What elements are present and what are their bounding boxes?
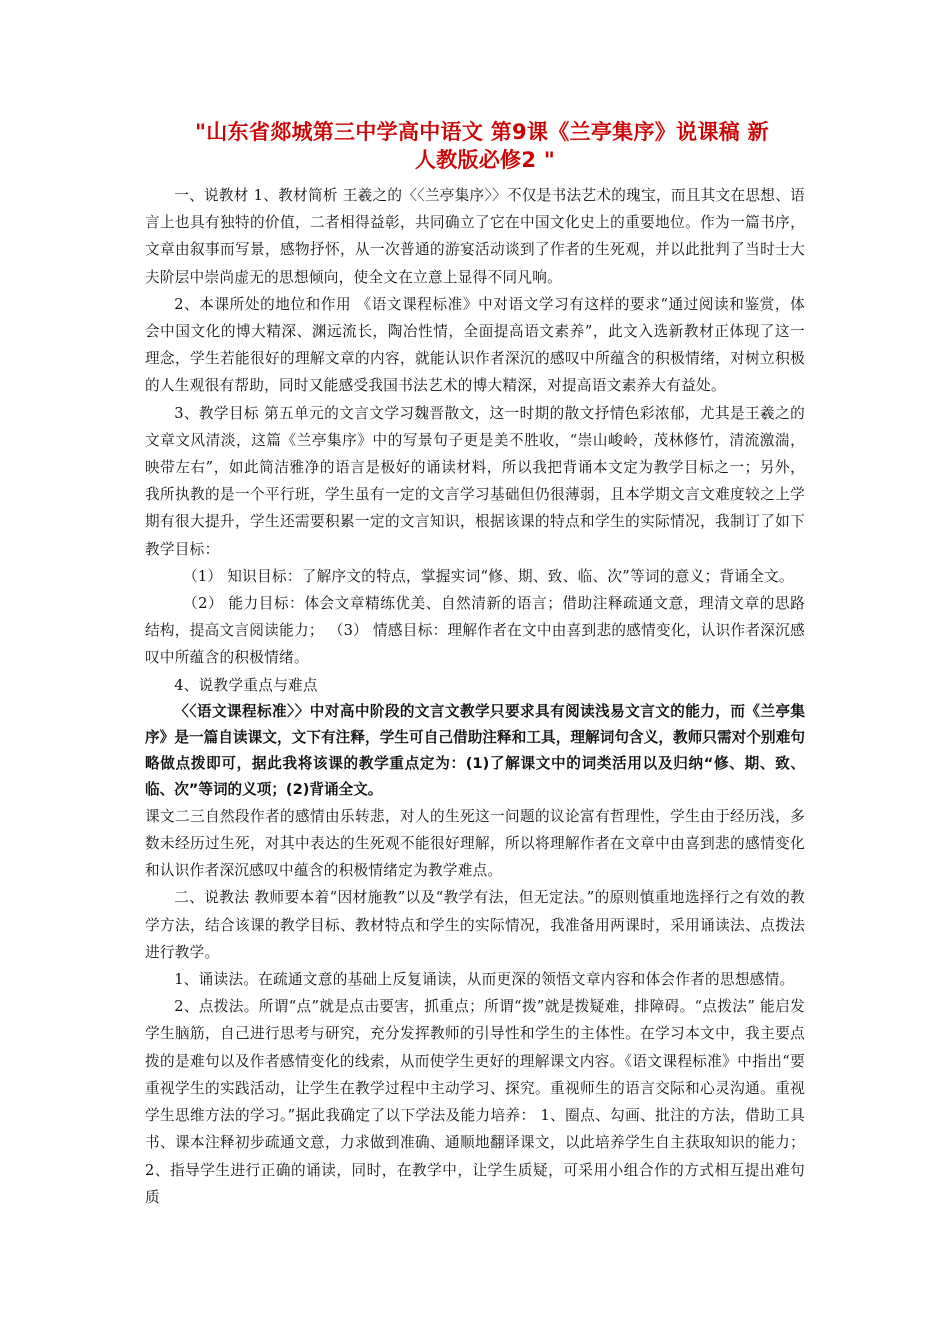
paragraph-guidance-method: 2、点拨法。所谓“点”就是点击要害，抓重点；所谓“拨”就是拨疑难，排障碍。“点拨法” 能启发学生脑筋，自己进行思考与研究，充分发挥教师的引导性和学生的主体性。在学习本文中，我主要点拨的是难句以及作者感情变化的线索，从而使学生更好的理解课文内容。《语文课程标准》中指出“要重视学生的实践活动，让学生在教学过程中主动学习、探究。重视师生的语言交际和心灵沟通。重视学生思维方法的学习。”据此我确定了以下学法及能力培养： 1、圈点、勾画、批注的方法，借助工具书、课本注释初步疏通文意，力求做到准确、通顺地翻译课文，以此培养学生自主获取知识的能力；2、指导学生进行正确的诵读，同时，在教学中，让学生质疑，可采用小组合作的方式相互提出难句质 [145, 998, 805, 1206]
paragraph-key-points-heading: 4、说教学重点与难点 [174, 676, 318, 694]
title-line-1: "山东省郯城第三中学高中语文 第9课《兰亭集序》说课稿 新 [195, 120, 769, 144]
paragraph-difficulties: 课文二三自然段作者的感情由乐转悲，对人的生死这一问题的议论富有哲理性，学生由于经历浅，多数未经历过生死，对其中表达的生死观不能很好理解，所以将理解作者在文章中由喜到悲的感情变化和认识作者深沉感叹中蕴含的积极情绪定为教学难点。 [145, 807, 805, 880]
paragraph-teaching-methods: 二、说教法 教师要本着“因材施教”以及“教学有法，但无定法。”的原则慎重地选择行之有效的教学方法，结合该课的教学目标、教材特点和学生的实际情况，我准备用两课时，采用诵读法、点拨法进行教学。 [145, 889, 805, 961]
paragraph-key-points: 〈〈语文课程标准〉〉中对高中阶段的文言文教学只要求具有阅读浅易文言文的能力，而《兰亭集序》是一篇自读课文，文下有注释，学生可自己借助注释和工具，理解词句含义，教师只需对个别难句略做点拨即可，据此我将该课的教学重点定为：(1)了解课文中的词类活用以及归纳“修、期、致、临、次”等词的义项；(2)背诵全文。 [145, 702, 805, 798]
paragraph-course-position: 2、本课所处的地位和作用 《语文课程标准》中对语文学习有这样的要求“通过阅读和鉴赏，体会中国文化的博大精深、渊远流长，陶冶性情，全面提高语文素养”，此文入选新教材正体现了这一理念，学生若能很好的理解文章的内容，就能认识作者深沉的感叹中所蕴含的积极情绪，对树立积极的人生观很有帮助，同时又能感受我国书法艺术的博大精深，对提高语文素养大有益处。 [145, 295, 805, 395]
paragraph-teaching-goals: 3、教学目标 第五单元的文言文学习魏晋散文，这一时期的散文抒情色彩浓郁，尤其是王羲之的文章文风清淡，这篇《兰亭集序》中的写景句子更是美不胜收，“崇山峻岭，茂林修竹，清流激湍，映带左右”，如此简洁雅净的语言是极好的诵读材料，所以我把背诵本文定为教学目标之一；另外，我所执教的是一个平行班，学生虽有一定的文言学习基础但仍很薄弱，且本学期文言文难度较之上学期有很大提升，学生还需要积累一定的文言知识，根据该课的特点和学生的实际情况，我制订了如下教学目标： [145, 404, 805, 558]
paragraph-textbook-analysis: 一、说教材 1、教材简析 王羲之的〈〈兰亭集序〉〉不仅是书法艺术的瑰宝，而且其文在思想、语言上也具有独特的价值，二者相得益彰，共同确立了它在中国文化史上的重要地位。作为一篇书序，文章由叙事而写景，感物抒怀，从一次普通的游宴活动谈到了作者的生死观，并以此批判了当时士大夫阶层中崇尚虚无的思想倾向，使全文在立意上显得不同凡响。 [145, 187, 805, 286]
paragraph-knowledge-goal: （1） 知识目标：了解序文的特点，掌握实词“修、期、致、临、次”等词的意义；背诵全文。 [182, 567, 794, 585]
document-title [145, 118, 805, 174]
paragraph-reading-method: 1、诵读法。在疏通文意的基础上反复诵读，从而更深的领悟文章内容和体会作者的思想感情。 [174, 971, 795, 989]
paragraph-ability-goal: （2） 能力目标：体会文章精练优美、自然清新的语言；借助注释疏通文意，理清文章的思路结构，提高文言阅读能力； （3） 情感目标：理解作者在文中由喜到悲的感情变化，认识作者深沉感叹中所蕴含的积极情绪。 [145, 595, 805, 667]
document-page [145, 118, 805, 1211]
title-line-2: 人教版必修2 " [414, 148, 556, 172]
